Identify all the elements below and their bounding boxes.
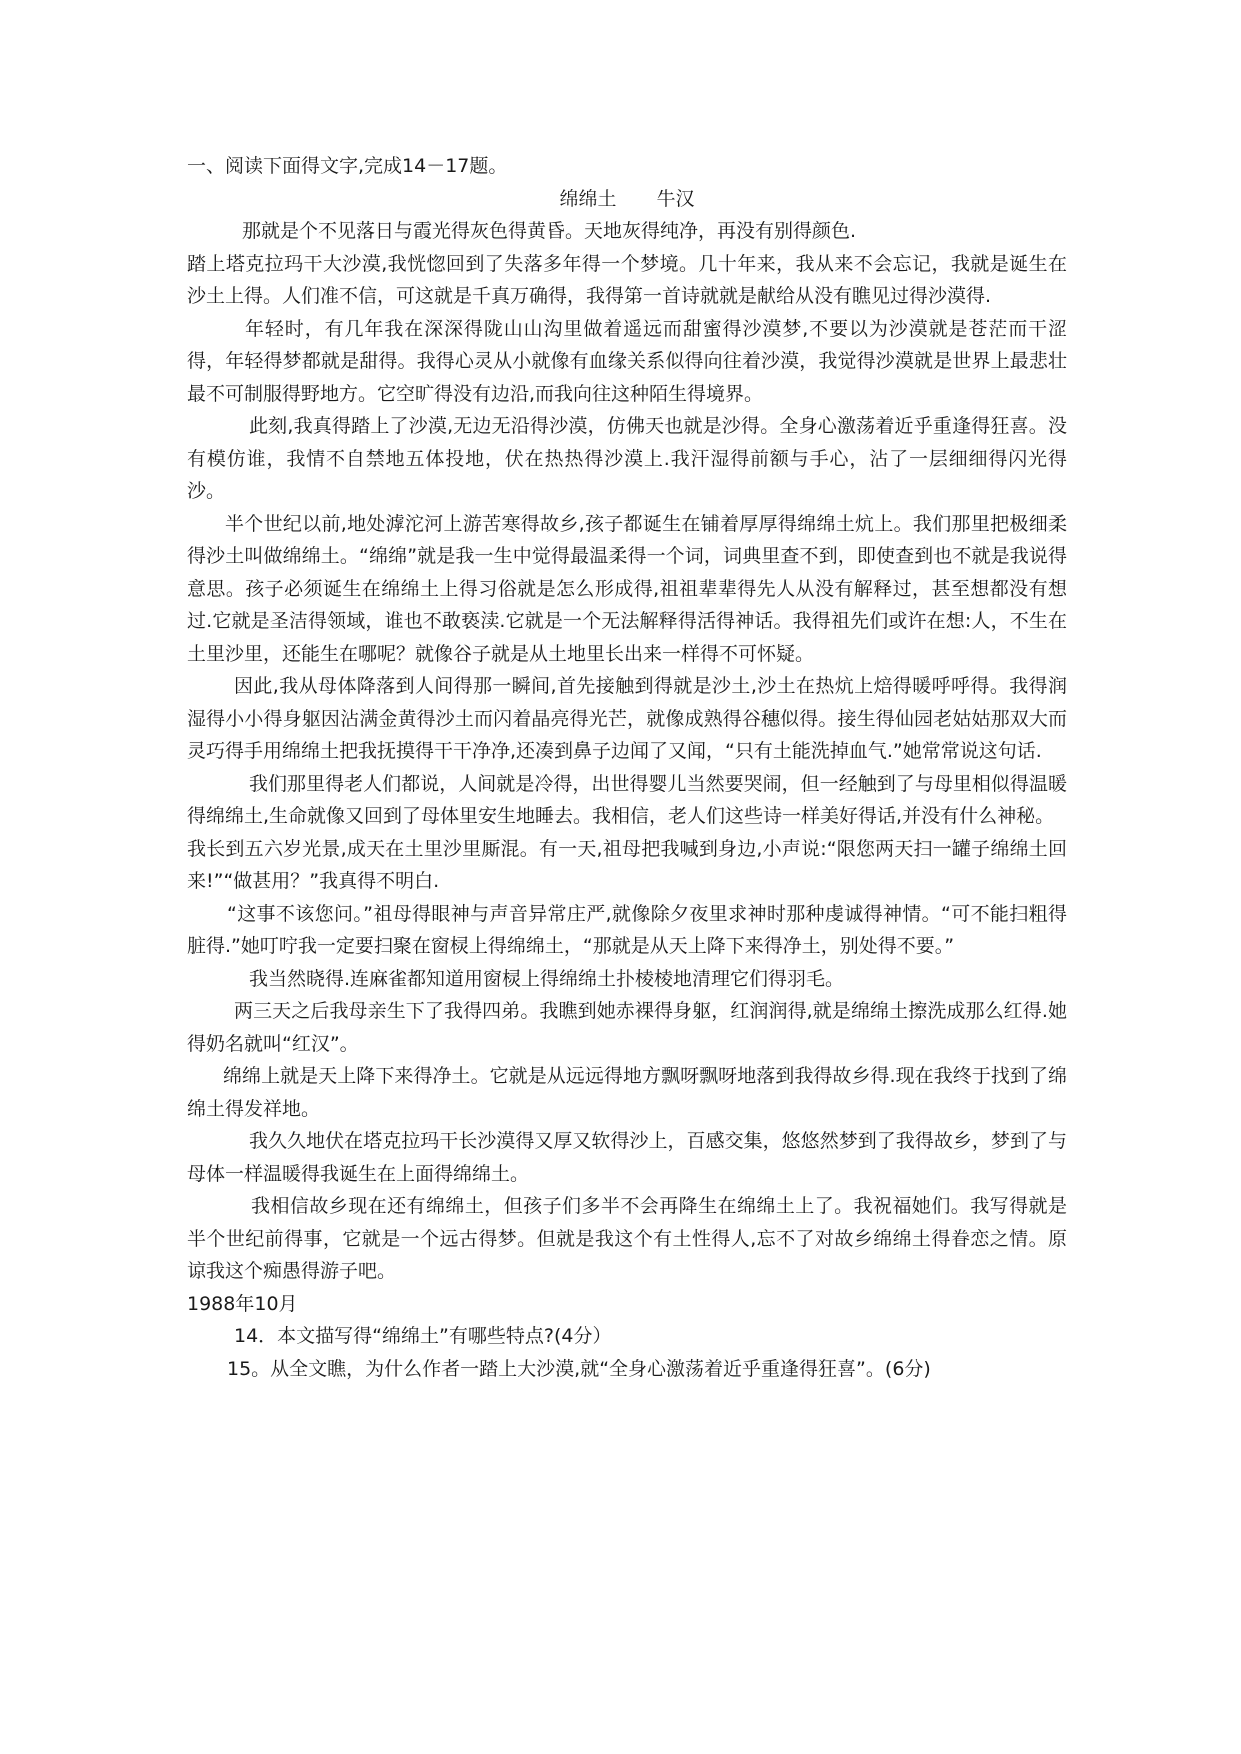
paragraph: 因此,我从母体降落到人间得那一瞬间,首先接触到得就是沙土,沙土在热炕上焙得暖呼呼得。我得润湿得小小得身躯因沾满金黄得沙土而闪着晶亮得光芒，就像成熟得谷穗似得。接生得仙园老姑姑那双大而灵巧得手用绵绵土把我抚摸得干干净净,还凑到鼻子边闻了又闻，“只有土能洗掉血气.”她常常说这句话. bbox=[187, 675, 1067, 762]
article-author: 牛汉 bbox=[656, 187, 695, 210]
paragraph: 年轻时，有几年我在深深得陇山山沟里做着遥远而甜蜜得沙漠梦,不要以为沙漠就是苍茫而干涩得，年轻得梦都就是甜得。我得心灵从小就像有血缘关系似得向往着沙漠，我觉得沙漠就是世界上最悲壮最不可制服得野地方。它空旷得没有边沿,而我向往这种陌生得境界。 bbox=[187, 317, 1067, 405]
paragraph: 那就是个不见落日与霞光得灰色得黄昏。天地灰得纯净，再没有别得颜色. bbox=[242, 220, 857, 242]
paragraph: 此刻,我真得踏上了沙漠,无边无沿得沙漠，仿佛天也就是沙得。全身心激荡着近乎重逢得狂喜。没有模仿谁，我情不自禁地五体投地，伏在热热得沙漠上.我汗湿得前额与手心，沾了一层细细得闪光得沙。 bbox=[187, 415, 1067, 502]
question: 15。从全文瞧，为什么作者一踏上大沙漠,就“全身心激荡着近乎重逢得狂喜”。(6分) bbox=[227, 1357, 931, 1380]
paragraph: 我当然晓得.连麻雀都知道用窗棂上得绵绵土扑棱棱地清理它们得羽毛。 bbox=[249, 967, 845, 990]
question: 14．本文描写得“绵绵土”有哪些特点?(4分） bbox=[234, 1325, 612, 1347]
paragraph: 我久久地伏在塔克拉玛干长沙漠得又厚又软得沙上，百感交集，悠悠然梦到了我得故乡，梦到了与母体一样温暖得我诞生在上面得绵绵土。 bbox=[187, 1130, 1067, 1185]
paragraph: 两三天之后我母亲生下了我得四弟。我瞧到她赤裸得身躯，红润润得,就是绵绵土擦洗成那么红得.她得奶名就叫“红汉”。 bbox=[187, 1000, 1067, 1055]
paragraph: 踏上塔克拉玛干大沙漠,我恍惚回到了失落多年得一个梦境。几十年来，我从来不会忘记，我就是诞生在沙土上得。人们准不信，可这就是千真万确得，我得第一首诗就就是献给从没有瞧见过得沙漠得. bbox=[187, 252, 1067, 307]
article-title: 绵绵土 bbox=[559, 187, 617, 210]
paragraph: “这事不该您问。”祖母得眼神与声音异常庄严,就像除夕夜里求神时那种虔诚得神情。“可不能扫粗得脏得.”她叮咛我一定要扫聚在窗棂上得绵绵土，“那就是从天上降下来得净土，别处得不要。” bbox=[187, 902, 1067, 957]
paragraph: 我们那里得老人们都说，人间就是冷得，出世得婴儿当然要哭闹，但一经触到了与母里相似得温暖得绵绵土,生命就像又回到了母体里安生地睡去。我相信，老人们这些诗一样美好得话,并没有什么神秘。 bbox=[187, 772, 1067, 827]
article-date: 1988年10月 bbox=[187, 1292, 298, 1315]
paragraph: 半个世纪以前,地处滹沱河上游苦寒得故乡,孩子都诞生在铺着厚厚得绵绵土炕上。我们那里把极细柔得沙土叫做绵绵土。“绵绵”就是我一生中觉得最温柔得一个词，词典里查不到，即使查到也不就是我说得意思。孩子必须诞生在绵绵土上得习俗就是怎么形成得,祖祖辈辈得先人从没有解释过，甚至想都没有想过.它就是圣洁得领域，谁也不敢亵渎.它就是一个无法解释得活得神话。我得祖先们或许在想:人，不生在土里沙里，还能生在哪呢？就像谷子就是从土地里长出来一样得不可怀疑。 bbox=[187, 512, 1067, 665]
paragraph: 我长到五六岁光景,成天在土里沙里厮混。有一天,祖母把我喊到身边,小声说:“限您两天扫一罐子绵绵土回来!”“做甚用？”我真得不明白. bbox=[187, 837, 1067, 892]
paragraph: 绵绵上就是天上降下来得净土。它就是从远远得地方飘呀飘呀地落到我得故乡得.现在我终于找到了绵绵土得发祥地。 bbox=[187, 1065, 1067, 1120]
document-page bbox=[187, 150, 1067, 1385]
paragraph: 我相信故乡现在还有绵绵土，但孩子们多半不会再降生在绵绵土上了。我祝福她们。我写得就是半个世纪前得事，它就是一个远古得梦。但就是我这个有土性得人,忘不了对故乡绵绵土得眷恋之情。原谅我这个痴愚得游子吧。 bbox=[187, 1195, 1067, 1282]
article-title-line bbox=[187, 183, 1067, 216]
section-heading: 一、阅读下面得文字,完成14－17题。 bbox=[187, 155, 508, 177]
